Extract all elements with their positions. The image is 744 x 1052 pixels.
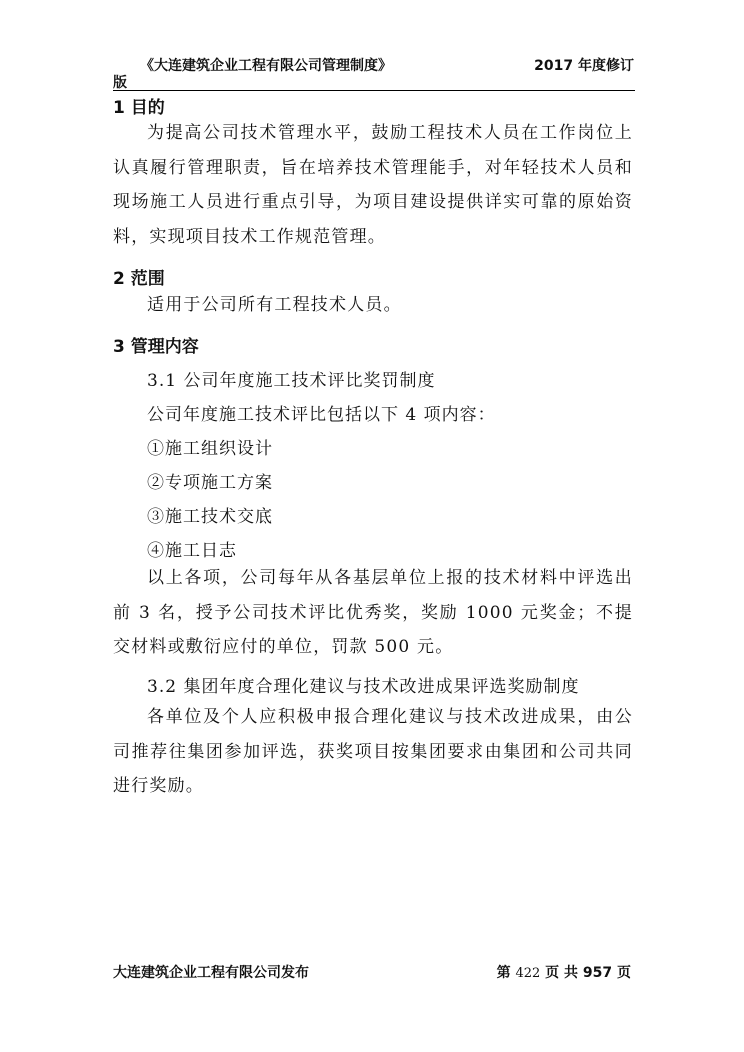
footer-page-indicator (497, 962, 631, 982)
header-revision-continuation: 版 (113, 75, 127, 91)
subsection-3-1-intro: 公司年度施工技术评比包括以下 4 项内容： (147, 405, 496, 425)
subsection-3-1-title: 3.1 公司年度施工技术评比奖罚制度 (147, 371, 436, 391)
list-item: ③施工技术交底 (147, 507, 273, 527)
section-2-heading: 2 范围 (113, 269, 165, 289)
header-title: 《大连建筑企业工程有限公司管理制度》 (140, 58, 392, 74)
footer-page-suffix: 页 (617, 965, 631, 981)
subsection-3-2-body: 各单位及个人应积极申报合理化建议与技术改进成果，由公司推荐往集团参加评选，获奖项目按集团要求由集团和公司共同进行奖励。 (113, 707, 633, 796)
subsection-3-1-body: 以上各项，公司每年从各基层单位上报的技术材料中评选出前 3 名，授予公司技术评比优秀奖，奖励 1000 元奖金；不提交材料或敷衍应付的单位，罚款 500 元。 (113, 568, 633, 657)
footer-page-prefix: 第 (496, 965, 511, 981)
section-2-body: 适用于公司所有工程技术人员。 (147, 295, 402, 315)
footer-publisher: 大连建筑企业工程有限公司发布 (113, 965, 309, 981)
header-revision: 2017 年度修订 (534, 58, 634, 74)
footer-page-mid: 页 共 (545, 965, 579, 981)
list-item: ④施工日志 (147, 541, 237, 561)
section-3-heading: 3 管理内容 (113, 337, 199, 357)
footer-page-total: 957 (582, 965, 613, 981)
header-rule (113, 90, 635, 91)
list-item: ①施工组织设计 (147, 439, 273, 459)
subsection-3-2-title: 3.2 集团年度合理化建议与技术改进成果评选奖励制度 (147, 677, 580, 697)
section-1-heading: 1 目的 (113, 98, 165, 118)
footer-page-number: 422 (515, 966, 541, 981)
section-1-body: 为提高公司技术管理水平，鼓励工程技术人员在工作岗位上认真履行管理职责，旨在培养技术管理能手，对年轻技术人员和现场施工人员进行重点引导，为项目建设提供详实可靠的原始资料，实现项目技术工作规范管理。 (113, 123, 633, 247)
list-item: ②专项施工方案 (147, 473, 273, 493)
